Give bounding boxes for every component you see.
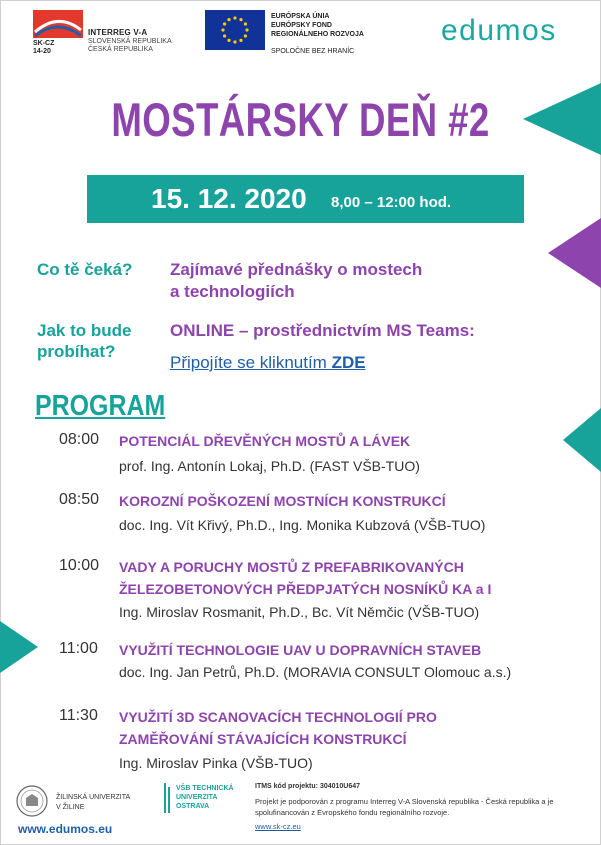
program-speaker: doc. Ing. Jan Petrů, Ph.D. (MORAVIA CONSULT Olomouc a.s.) xyxy=(119,664,512,680)
question-how-line2: probíhat? xyxy=(37,342,116,361)
program-title: POTENCIÁL DŘEVĚNÝCH MOSTŮ A LÁVEK xyxy=(119,433,411,449)
interreg-line1: SLOVENSKÁ REPUBLIKA xyxy=(88,38,172,45)
program-title: KOROZNÍ POŠKOZENÍ MOSTNÍCH KONSTRUKCÍ xyxy=(119,493,446,509)
answer-what-line2: a technologiích xyxy=(170,282,295,301)
program-time: 08:50 xyxy=(59,491,100,508)
footer-funding-text: Projekt je podporován z programu Interreg V-A Slovenská republika - Česká republika a je spolufinancován z Evropského fondu regionálního rozvoje. xyxy=(255,797,554,817)
vsb-text: VŠB TECHNICKÁ UNIVERZITA OSTRAVA xyxy=(176,785,234,810)
eu-line2: EURÓPSKY FOND xyxy=(271,22,332,29)
triangle-teal-left xyxy=(0,621,38,673)
event-title: MOSTÁRSKY DEŇ #2 xyxy=(111,93,490,146)
eu-line4: SPOLOČNE BEZ HRANÍC xyxy=(271,48,355,55)
triangle-teal-mid xyxy=(563,408,601,472)
date-bar xyxy=(87,175,524,223)
eu-line1: EURÓPSKA ÚNIA xyxy=(271,13,330,20)
program-time: 11:30 xyxy=(59,707,98,724)
program-title-line1: VYUŽITÍ 3D SCANOVACÍCH TECHNOLOGIÍ PRO xyxy=(119,709,437,725)
program-heading: PROGRAM xyxy=(35,390,166,422)
eu-line3: REGIONÁLNEHO ROZVOJA xyxy=(271,31,364,38)
program-speaker: Ing. Miroslav Pinka (VŠB-TUO) xyxy=(119,755,313,771)
interreg-logo xyxy=(33,10,193,54)
join-link-here[interactable]: ZDE xyxy=(331,353,366,372)
interreg-title: INTERREG V-A xyxy=(88,28,148,37)
edumos-web-link[interactable]: www.edumos.eu xyxy=(18,822,113,836)
interreg-line2: ČESKÁ REPUBLIKA xyxy=(88,46,153,53)
edumos-logo: edumos xyxy=(441,14,557,47)
vsb-logo-icon xyxy=(163,783,173,813)
program-speaker: doc. Ing. Vít Křivý, Ph.D., Ing. Monika Kubzová (VŠB-TUO) xyxy=(119,517,486,533)
program-title-line2: ZAMĚŘOVÁNÍ STÁVAJÍCÍCH KONSTRUKCÍ xyxy=(119,731,407,747)
program-title-line2: ŽELEZOBETONOVÝCH PŘEDPJATÝCH NOSNÍKŮ KA a I xyxy=(119,581,492,597)
answer-what-line1: Zajímavé přednášky o mostech xyxy=(170,260,423,279)
footer-skcz-link[interactable]: www.sk-cz.eu xyxy=(255,822,301,831)
program-speaker: prof. Ing. Antonín Lokaj, Ph.D. (FAST VŠB-TUO) xyxy=(119,458,420,474)
program-speaker: Ing. Miroslav Rosmanit, Ph.D., Bc. Vít Němčic (VŠB-TUO) xyxy=(119,604,480,620)
interreg-code: SK-CZ 14-20 xyxy=(33,40,55,55)
program-time: 10:00 xyxy=(59,557,100,574)
program-title: VYUŽITÍ TECHNOLOGIE UAV U DOPRAVNÍCH STAVEB xyxy=(119,642,482,658)
uniza-logo-icon xyxy=(14,784,50,818)
itms-code: ITMS kód projektu: 304010U647 xyxy=(255,783,361,790)
event-hours: 8,00 – 12:00 hod. xyxy=(331,194,452,211)
program-time: 08:00 xyxy=(59,431,100,448)
eu-logo xyxy=(205,10,405,60)
event-date: 15. 12. 2020 xyxy=(151,183,307,214)
eu-flag-icon xyxy=(205,10,265,50)
question-what: Co tě čeká? xyxy=(37,260,133,279)
uniza-text: ŽILINSKÁ UNIVERZITA V ŽILINE xyxy=(56,794,131,811)
program-time: 11:00 xyxy=(59,640,98,657)
join-link[interactable]: Připojíte se kliknutím ZDE xyxy=(170,353,366,372)
program-title-line1: VADY A PORUCHY MOSTŮ Z PREFABRIKOVANÝCH xyxy=(119,559,464,575)
answer-how: ONLINE – prostřednictvím MS Teams: xyxy=(170,321,475,340)
triangle-purple xyxy=(548,218,601,288)
question-how-line1: Jak to bude xyxy=(37,321,132,340)
